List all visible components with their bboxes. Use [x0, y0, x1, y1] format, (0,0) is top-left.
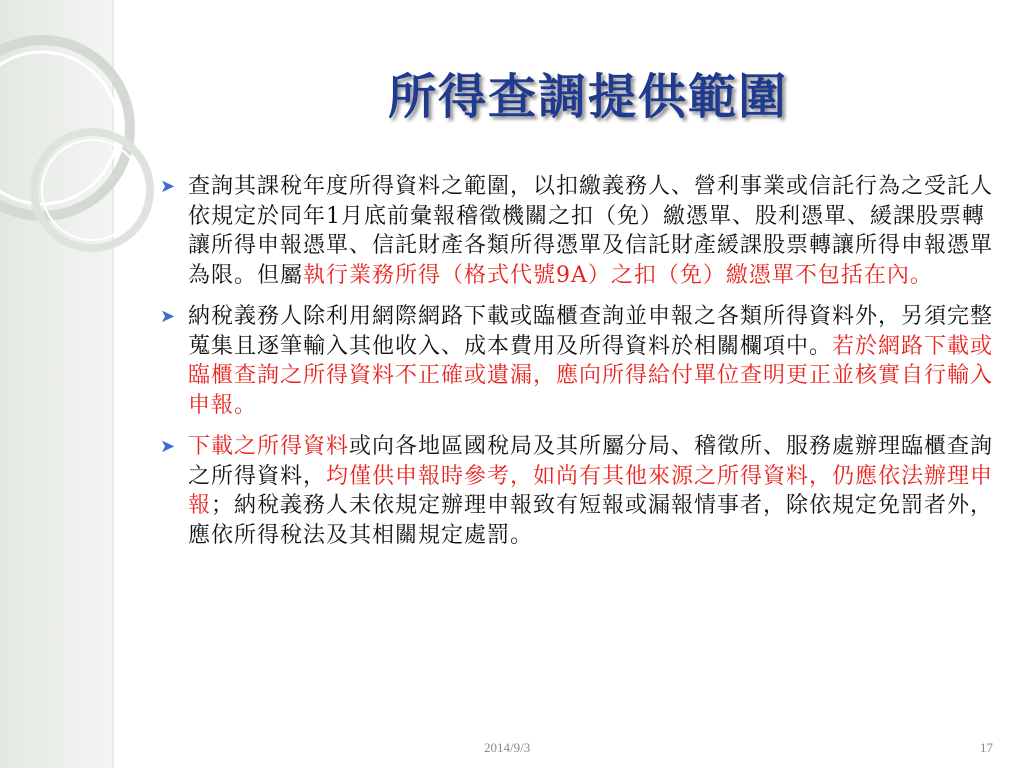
page-number: 17 [980, 740, 993, 755]
triangle-bullet-icon: ➤ [160, 176, 177, 197]
slide-title: 所得查調提供範圍 [387, 69, 788, 125]
decorative-ring-inner [0, 52, 118, 204]
bullet-3-highlight-a: 下載之所得資料 [188, 434, 350, 459]
bullet-item-3 [160, 432, 995, 550]
bullet-1-text-a: 查詢其課稅年度所得資料之範圍，以扣繳義務人、營利事業或信託行為之受託人依規定於同年1月底前彙報稽徵機關之扣（免）繳憑單、股利憑單、緩課股票轉讓所得申報憑單、信託財產各類所得憑單及信託財產緩課股票轉讓所得申報憑單為限。但屬 [188, 174, 994, 288]
bullet-2-highlight-a: 若於網路下載或臨櫃查詢之所得資料不正確或遺漏，應向所得給付單位查明更正並核實自行輸入申報。 [188, 333, 994, 418]
bullet-3-highlight-b: 均僅供申報時參考，如尚有其他來源之所得資料，仍應依法辦理申報 [188, 463, 994, 518]
footer-date: 2014/9/3 [484, 740, 531, 755]
bullet-item-1 [160, 172, 995, 290]
decorative-rings [0, 0, 140, 320]
decorative-ring-small-inner [42, 140, 142, 240]
bullet-3-text-a: 或向各地區國稅局及其所屬分局、稽徵所、服務處辦理臨櫃查詢之所得資料， [188, 434, 994, 489]
slide-content [160, 172, 995, 562]
bullet-item-2 [160, 302, 995, 420]
triangle-bullet-icon: ➤ [160, 436, 177, 457]
decorative-ring-small [34, 132, 150, 248]
triangle-bullet-icon: ➤ [160, 306, 177, 327]
bullet-3-text-b: ；納稅義務人未依規定辦理申報致有短報或漏報情事者，除依規定免罰者外，應依所得稅法及其相關規定處罰。 [188, 493, 994, 548]
bullet-1-highlight-a: 執行業務所得（格式代號9A）之扣（免）繳憑單不包括在內。 [303, 262, 933, 288]
decorative-ring-large [0, 40, 130, 216]
bullet-2-text-a: 納稅義務人除利用網際網路下載或臨櫃查詢並申報之各類所得資料外，另須完整蒐集且逐筆輸入其他收入、成本費用及所得資料於相關欄項中。 [188, 304, 994, 359]
